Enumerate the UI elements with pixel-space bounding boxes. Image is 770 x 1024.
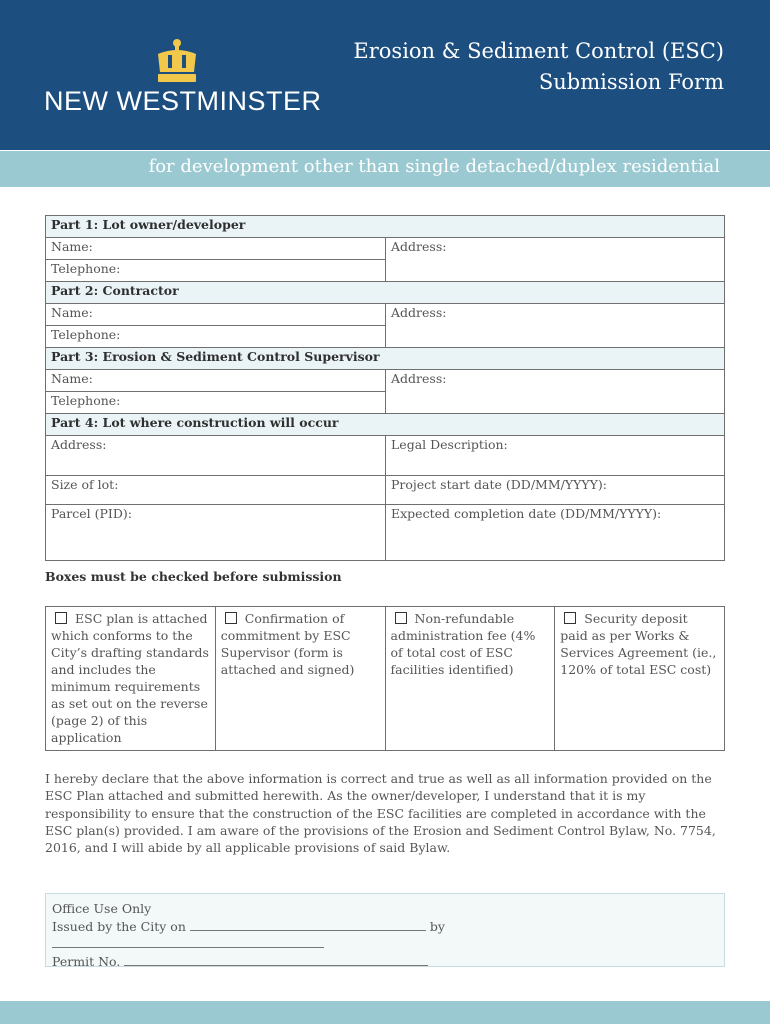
logo-text: NEW WESTMINSTER — [44, 86, 322, 116]
issued-label: Issued by the City on — [52, 918, 186, 934]
applicant-info-table — [45, 215, 725, 561]
declaration-text: I hereby declare that the above information is correct and true as well as all information provided on the ESC Plan attached and submitted herewith. As the owner/developer, I understand that it is my responsibility to ensure that the construction of the ESC facilities are completed in accordance with the ESC plan(s) provided. I am aware of the provisions of the Erosion and Sediment Control Bylaw, No. 7754, 2016, and I will abide by all applicable provisions of said Bylaw. — [45, 771, 716, 856]
permit-number-line[interactable] — [124, 953, 428, 966]
checkbox[interactable] — [564, 612, 576, 624]
check-label: Non-refundable administration fee (4% of total cost of ESC facilities identified) — [390, 611, 536, 677]
part1-address-field[interactable]: Address: — [386, 238, 725, 282]
part3-telephone-field[interactable]: Telephone: — [46, 392, 386, 414]
checkbox[interactable] — [55, 612, 67, 624]
permit-label: Permit No. — [52, 953, 121, 969]
page-title — [353, 36, 724, 98]
part2-telephone-field[interactable]: Telephone: — [46, 326, 386, 348]
part2-title: Part 2: Contractor — [46, 282, 725, 304]
part2-name-field[interactable]: Name: — [46, 304, 386, 326]
subtitle: for development other than single detached/duplex residential — [148, 156, 720, 177]
part1-telephone-field[interactable]: Telephone: — [46, 260, 386, 282]
part4-address-field[interactable]: Address: — [46, 436, 386, 476]
check-item-deposit — [555, 607, 725, 751]
check-label: Confirmation of commitment by ESC Supervisor (form is attached and signed) — [220, 611, 355, 677]
check-label: Security deposit paid as per Works & Services Agreement (ie., 120% of total ESC cost) — [560, 611, 717, 677]
part3-title: Part 3: Erosion & Sediment Control Supervisor — [46, 348, 725, 370]
issued-by-line[interactable] — [52, 935, 324, 948]
part1-name-field[interactable]: Name: — [46, 238, 386, 260]
part4-legal-field[interactable]: Legal Description: — [386, 436, 725, 476]
part1-title: Part 1: Lot owner/developer — [46, 216, 725, 238]
part4-size-field[interactable]: Size of lot: — [46, 476, 386, 505]
check-item-esc-plan — [46, 607, 216, 751]
subtitle-band — [0, 151, 770, 187]
footer-band — [0, 1001, 770, 1024]
part3-address-field[interactable]: Address: — [386, 370, 725, 414]
permit-row — [52, 953, 718, 971]
checkbox[interactable] — [395, 612, 407, 624]
part4-completion-date-field[interactable]: Expected completion date (DD/MM/YYYY): — [386, 505, 725, 561]
issued-date-line[interactable] — [190, 918, 426, 931]
part4-parcel-field[interactable]: Parcel (PID): — [46, 505, 386, 561]
checkbox-section-title: Boxes must be checked before submission — [45, 569, 342, 584]
part4-title: Part 4: Lot where construction will occur — [46, 414, 725, 436]
crown-icon — [154, 38, 200, 90]
part2-address-field[interactable]: Address: — [386, 304, 725, 348]
office-use-title: Office Use Only — [52, 901, 152, 916]
header-banner — [0, 0, 770, 150]
check-item-fee — [385, 607, 555, 751]
check-label: ESC plan is attached which conforms to the City’s drafting standards and includes the minimum requirements as set out on the reverse (page 2) of this application — [51, 611, 209, 745]
part4-start-date-field[interactable]: Project start date (DD/MM/YYYY): — [386, 476, 725, 505]
title-line-1: Erosion & Sediment Control (ESC) — [353, 39, 724, 63]
part3-name-field[interactable]: Name: — [46, 370, 386, 392]
issued-row — [52, 918, 718, 953]
check-item-confirmation — [215, 607, 385, 751]
issued-by-label: by — [429, 918, 445, 934]
checkbox[interactable] — [225, 612, 237, 624]
office-use-box — [45, 893, 725, 967]
checklist-table — [45, 606, 725, 751]
title-line-2: Submission Form — [538, 70, 724, 94]
